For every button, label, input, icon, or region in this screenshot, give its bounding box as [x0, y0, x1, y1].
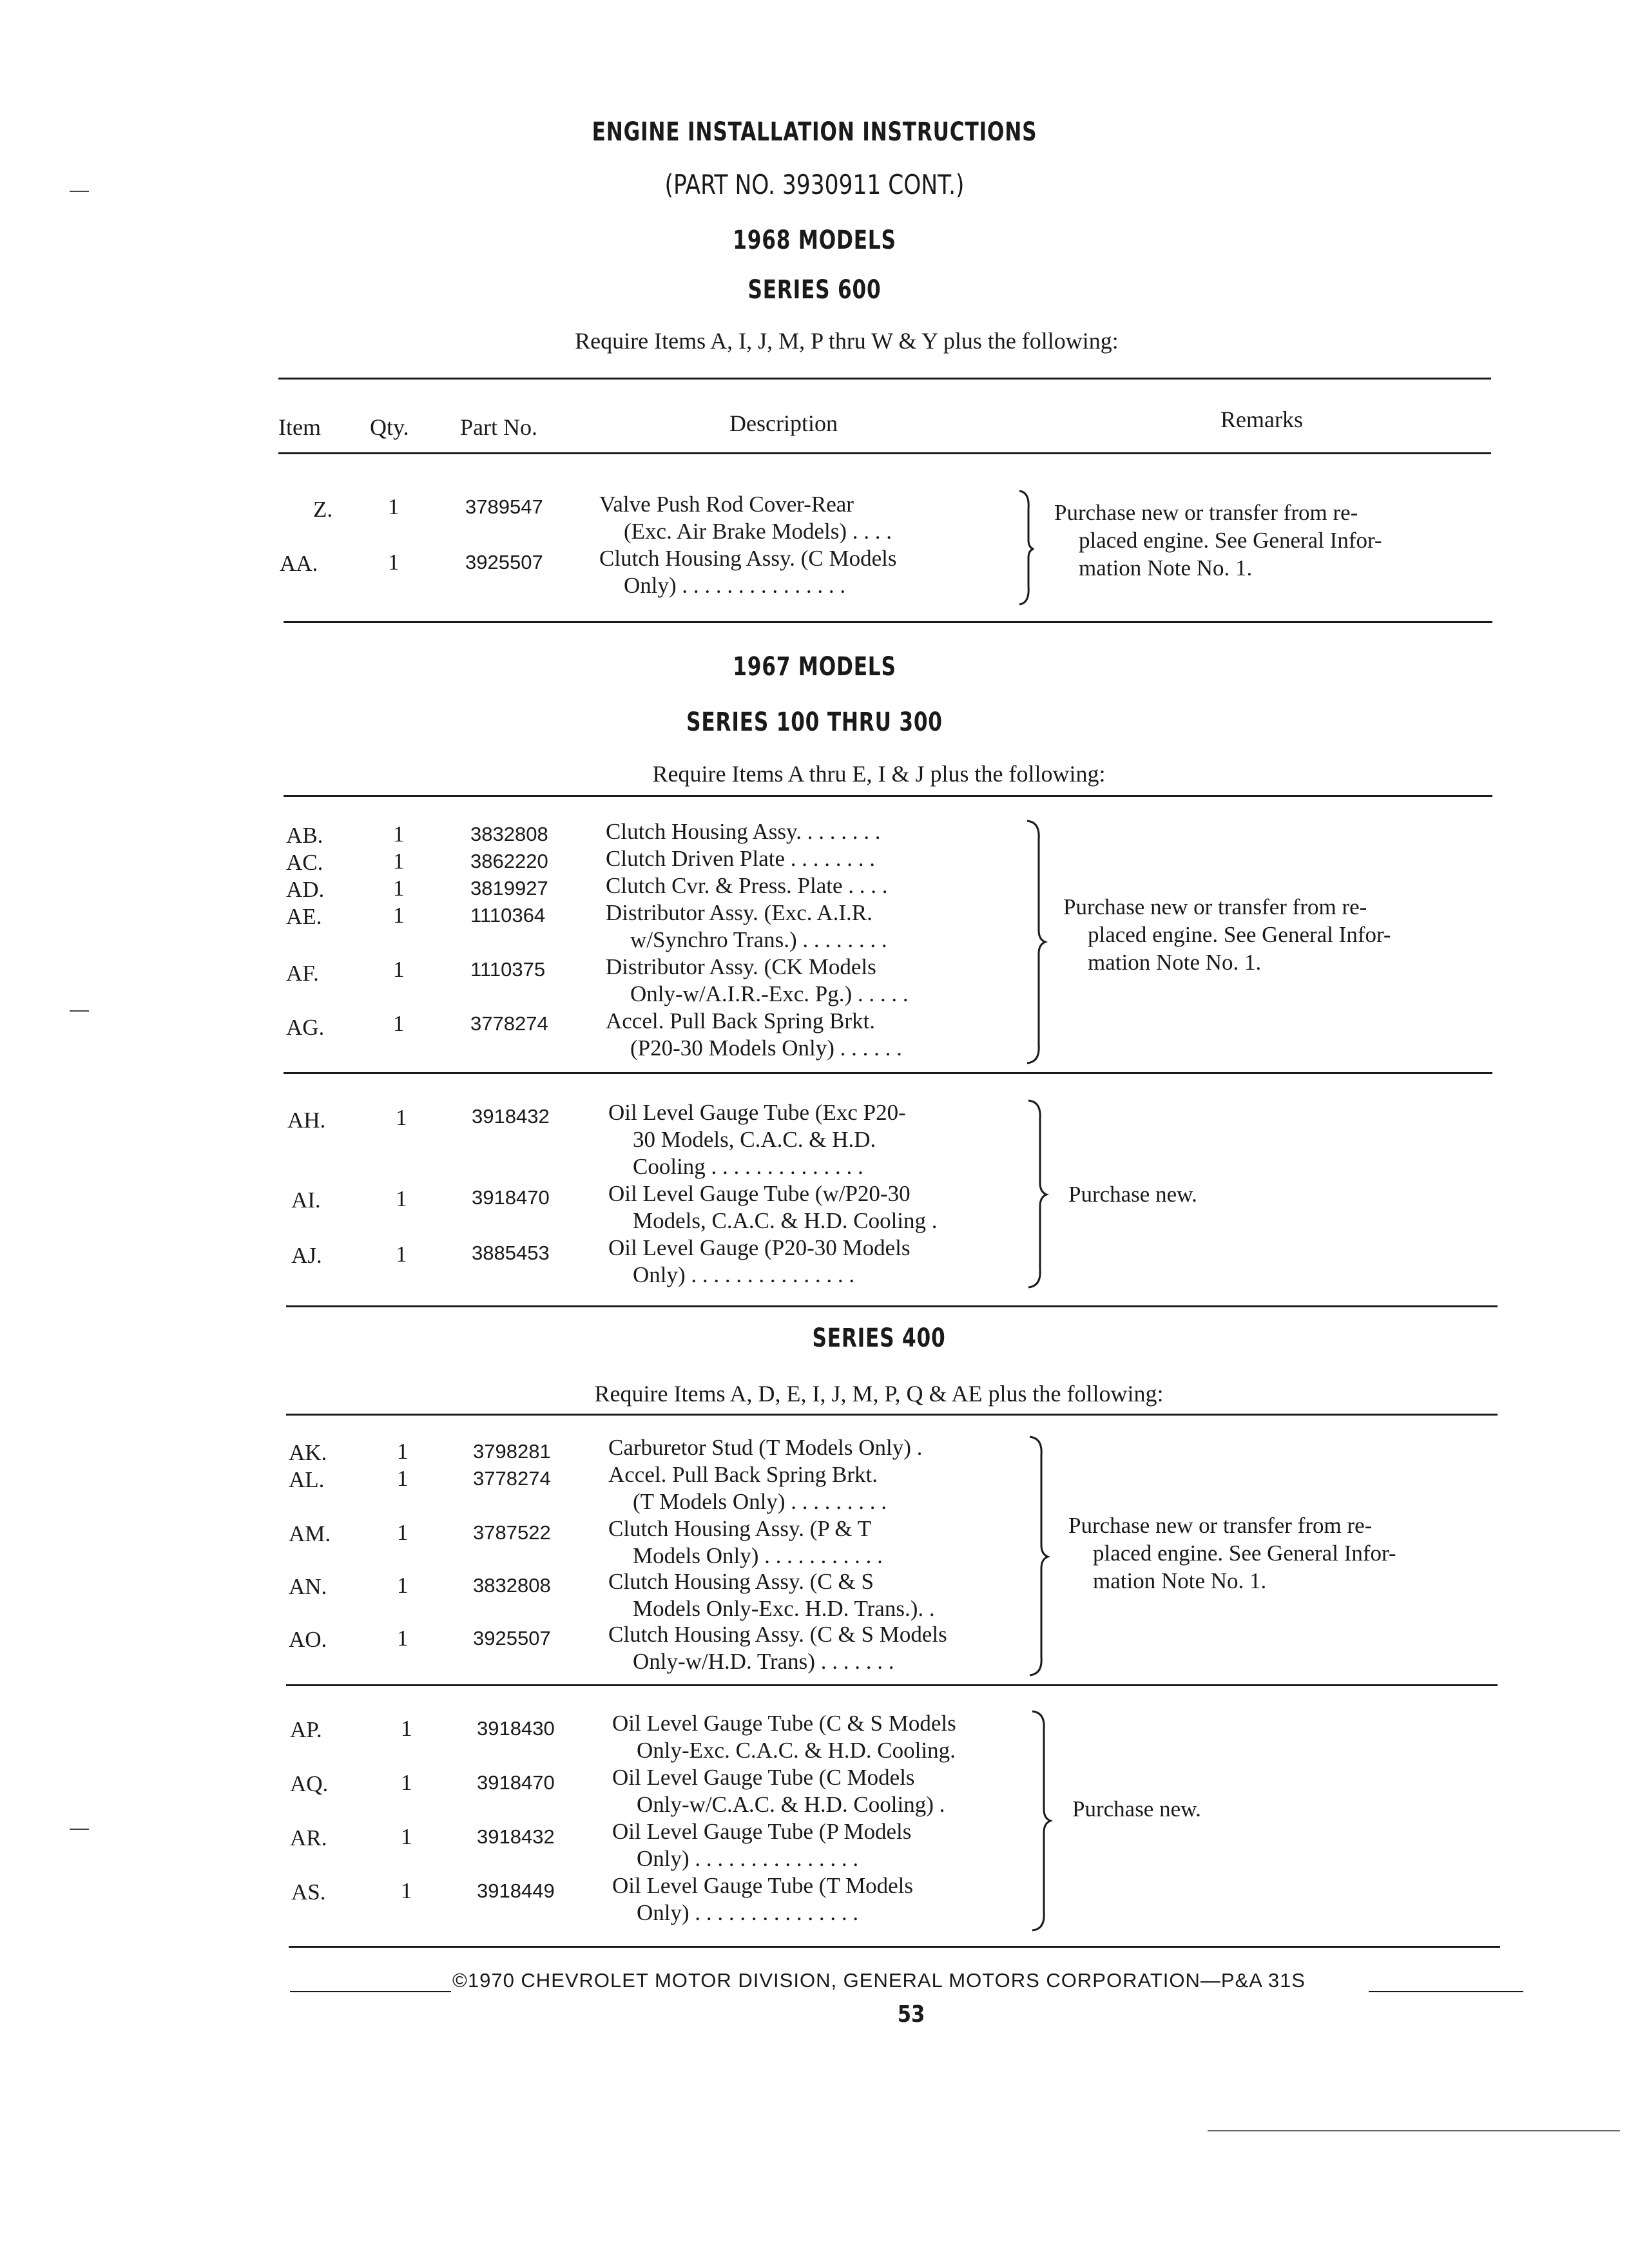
part-number: 3832808	[470, 823, 548, 845]
quantity: 1	[397, 1520, 409, 1545]
remarks-text	[1068, 1512, 1396, 1595]
remarks-line: Purchase new or transfer from re-	[1063, 894, 1367, 919]
quantity: 1	[397, 1573, 409, 1598]
quantity: 1	[397, 1626, 409, 1651]
quantity: 1	[393, 876, 405, 901]
right-brace	[1026, 820, 1048, 1066]
part-number: 3918449	[477, 1879, 555, 1902]
description	[608, 1461, 887, 1515]
description-line: Only-w/A.I.R.-Exc. Pg.) . . . . .	[630, 981, 909, 1006]
description: Clutch Cvr. & Press. Plate . . . .	[606, 873, 888, 898]
quantity: 1	[397, 1439, 409, 1464]
section-series-600: SERIES 600	[747, 275, 882, 305]
description-line: Accel. Pull Back Spring Brkt.	[608, 1462, 878, 1487]
remarks-line: mation Note No. 1.	[1093, 1568, 1267, 1593]
item-code: Z.	[313, 497, 333, 522]
column-header-qty: Qty.	[370, 414, 409, 440]
section-models-1967: 1967 MODELS	[733, 652, 896, 682]
table-rule	[286, 1414, 1498, 1416]
item-code: AD.	[286, 877, 325, 902]
quantity: 1	[393, 822, 405, 847]
description	[606, 1008, 902, 1062]
right-brace	[1031, 1710, 1053, 1933]
description	[599, 545, 897, 599]
description-line: Only-w/C.A.C. & H.D. Cooling) .	[637, 1792, 945, 1817]
remarks-line: mation Note No. 1.	[1079, 555, 1253, 581]
margin-mark	[70, 191, 89, 192]
requirement-text: Require Items A, I, J, M, P thru W & Y plus the following:	[575, 328, 1119, 354]
section-series-400: SERIES 400	[812, 1323, 946, 1353]
table-rule	[284, 621, 1492, 623]
description-line: Accel. Pull Back Spring Brkt.	[606, 1008, 876, 1033]
part-number: 3918432	[472, 1105, 550, 1128]
description-line: Models Only) . . . . . . . . . . .	[633, 1543, 883, 1568]
right-brace	[1018, 490, 1037, 606]
copyright-notice: ©1970 CHEVROLET MOTOR DIVISION, GENERAL MOTORS CORPORATION—P&A 31S	[452, 1969, 1306, 1992]
item-code: AS.	[291, 1879, 326, 1905]
description	[608, 1515, 883, 1570]
item-code: AJ.	[291, 1243, 322, 1268]
description-line: Models, C.A.C. & H.D. Cooling .	[633, 1208, 938, 1233]
description	[612, 1764, 945, 1818]
quantity: 1	[401, 1878, 412, 1903]
requirement-text: Require Items A thru E, I & J plus the following:	[652, 761, 1106, 787]
part-number: 3862220	[470, 850, 548, 872]
description: Clutch Housing Assy. . . . . . . .	[606, 819, 881, 844]
quantity: 1	[397, 1466, 409, 1491]
remarks-line: placed engine. See General Infor-	[1093, 1541, 1396, 1566]
description-line: Oil Level Gauge Tube (w/P20-30	[608, 1181, 911, 1206]
table-rule	[278, 452, 1491, 454]
remarks-line: placed engine. See General Infor-	[1079, 528, 1382, 553]
part-number: 3778274	[473, 1467, 551, 1490]
part-number: 3798281	[473, 1440, 551, 1463]
description	[608, 1099, 906, 1180]
part-number: 3787522	[473, 1521, 551, 1544]
part-number: 3918470	[477, 1771, 555, 1794]
description	[608, 1235, 911, 1289]
description-line: Clutch Housing Assy. (P & T	[608, 1516, 872, 1541]
description-line: Only) . . . . . . . . . . . . . . .	[633, 1262, 855, 1287]
quantity: 1	[388, 550, 400, 575]
column-header-description: Description	[729, 410, 838, 436]
section-series-100-300: SERIES 100 THRU 300	[686, 707, 943, 737]
quantity: 1	[396, 1105, 407, 1130]
quantity: 1	[401, 1770, 412, 1795]
column-header-remarks: Remarks	[1220, 407, 1303, 432]
part-number: 3918430	[477, 1717, 555, 1740]
description-line: Cooling . . . . . . . . . . . . . .	[633, 1154, 863, 1179]
footer-rule-right	[1369, 1991, 1523, 1992]
part-number: 3789547	[465, 495, 543, 518]
item-code: AN.	[289, 1574, 327, 1599]
quantity: 1	[388, 494, 400, 519]
part-number: 1110375	[470, 958, 546, 981]
description-line: Oil Level Gauge Tube (C & S Models	[612, 1711, 956, 1736]
table-rule	[286, 1684, 1498, 1686]
remarks-line: placed engine. See General Infor-	[1088, 922, 1391, 947]
quantity: 1	[396, 1242, 407, 1267]
description: Clutch Driven Plate . . . . . . . .	[606, 846, 876, 871]
quantity: 1	[393, 1011, 405, 1036]
part-number: 3819927	[470, 877, 548, 899]
description-line: (P20-30 Models Only) . . . . . .	[630, 1035, 902, 1061]
table-rule	[289, 1946, 1500, 1948]
column-header-part: Part No.	[460, 414, 537, 440]
description-line: 30 Models, C.A.C. & H.D.	[633, 1127, 876, 1152]
item-code: AM.	[289, 1521, 331, 1546]
description	[612, 1872, 913, 1927]
margin-mark	[70, 1010, 89, 1012]
description-line: Oil Level Gauge Tube (C Models	[612, 1765, 915, 1790]
item-code: AQ.	[290, 1771, 329, 1796]
description-line: Models Only-Exc. H.D. Trans.). .	[633, 1596, 935, 1621]
quantity: 1	[401, 1716, 412, 1741]
right-brace	[1028, 1436, 1050, 1678]
description	[606, 899, 887, 954]
item-code: AE.	[286, 904, 322, 929]
description-line: Only-Exc. C.A.C. & H.D. Cooling.	[637, 1738, 956, 1763]
description	[599, 491, 892, 545]
item-code: AK.	[289, 1440, 327, 1465]
description: Carburetor Stud (T Models Only) .	[608, 1435, 923, 1460]
description-line: Only) . . . . . . . . . . . . . . .	[637, 1846, 859, 1871]
description-line: (T Models Only) . . . . . . . . .	[633, 1489, 887, 1514]
page-title: ENGINE INSTALLATION INSTRUCTIONS	[592, 117, 1037, 147]
margin-mark	[70, 1829, 89, 1830]
item-code: AC.	[286, 850, 323, 875]
description	[606, 954, 909, 1008]
item-code: AF.	[286, 961, 319, 986]
part-number: 3885453	[472, 1242, 550, 1264]
description-line: Only) . . . . . . . . . . . . . . .	[637, 1900, 859, 1925]
item-code: AH.	[287, 1108, 326, 1133]
table-rule	[284, 795, 1492, 797]
part-number: 3778274	[470, 1012, 548, 1035]
description	[608, 1568, 935, 1622]
item-code: AL.	[289, 1467, 325, 1492]
remarks-text: Purchase new.	[1068, 1182, 1197, 1207]
part-number: 3918470	[472, 1186, 550, 1209]
item-code: AI.	[291, 1187, 321, 1213]
page-number: 53	[897, 2001, 925, 2028]
description-line: Oil Level Gauge Tube (Exc P20-	[608, 1100, 906, 1125]
footer-rule-left	[290, 1991, 451, 1992]
table-rule	[284, 1072, 1492, 1074]
remarks-text	[1063, 893, 1391, 976]
description-line: w/Synchro Trans.) . . . . . . . .	[630, 927, 887, 952]
item-code: AG.	[286, 1015, 325, 1040]
description-line: Only) . . . . . . . . . . . . . . .	[624, 573, 846, 598]
quantity: 1	[393, 849, 405, 874]
column-header-item: Item	[278, 414, 321, 440]
item-code: AO.	[289, 1627, 327, 1652]
item-code: AP.	[290, 1717, 322, 1742]
item-code: AB.	[286, 823, 323, 848]
right-brace	[1027, 1099, 1049, 1290]
remarks-line: Purchase new or transfer from re-	[1054, 500, 1358, 525]
description-line: Distributor Assy. (Exc. A.I.R.	[606, 900, 872, 925]
remarks-line: mation Note No. 1.	[1088, 950, 1262, 975]
part-number: 3832808	[473, 1574, 551, 1597]
description-line: Clutch Housing Assy. (C Models	[599, 546, 897, 571]
description-line: Distributor Assy. (CK Models	[606, 954, 876, 979]
part-number: 1110364	[470, 904, 546, 927]
remarks-text	[1054, 499, 1382, 582]
description	[612, 1710, 956, 1764]
description	[612, 1818, 911, 1872]
part-number: 3925507	[465, 551, 543, 573]
quantity: 1	[401, 1824, 412, 1849]
part-number: 3925507	[473, 1627, 551, 1649]
description-line: Clutch Housing Assy. (C & S Models	[608, 1622, 947, 1647]
section-models-1968: 1968 MODELS	[733, 226, 896, 255]
item-code: AR.	[290, 1825, 327, 1850]
description-line: (Exc. Air Brake Models) . . . .	[624, 519, 892, 544]
remarks-text: Purchase new.	[1072, 1796, 1201, 1821]
description-line: Oil Level Gauge Tube (P Models	[612, 1819, 912, 1844]
bottom-edge-rule	[1208, 2130, 1620, 2131]
table-rule	[286, 1305, 1498, 1307]
part-number: 3918432	[477, 1825, 555, 1848]
item-code: AA.	[280, 551, 318, 576]
description-line: Valve Push Rod Cover-Rear	[599, 492, 854, 517]
table-rule	[278, 378, 1491, 380]
description-line: Only-w/H.D. Trans) . . . . . . .	[633, 1649, 894, 1674]
description-line: Oil Level Gauge (P20-30 Models	[608, 1235, 911, 1260]
description-line: Oil Level Gauge Tube (T Models	[612, 1873, 913, 1898]
requirement-text: Require Items A, D, E, I, J, M, P, Q & AE plus the following:	[594, 1381, 1164, 1407]
quantity: 1	[396, 1186, 407, 1211]
description	[608, 1180, 938, 1235]
remarks-line: Purchase new or transfer from re-	[1068, 1513, 1373, 1538]
page-subtitle: (PART NO. 3930911 CONT.)	[664, 169, 965, 200]
description-line: Clutch Housing Assy. (C & S	[608, 1569, 874, 1594]
description	[608, 1621, 947, 1675]
quantity: 1	[393, 957, 405, 982]
quantity: 1	[393, 903, 405, 928]
